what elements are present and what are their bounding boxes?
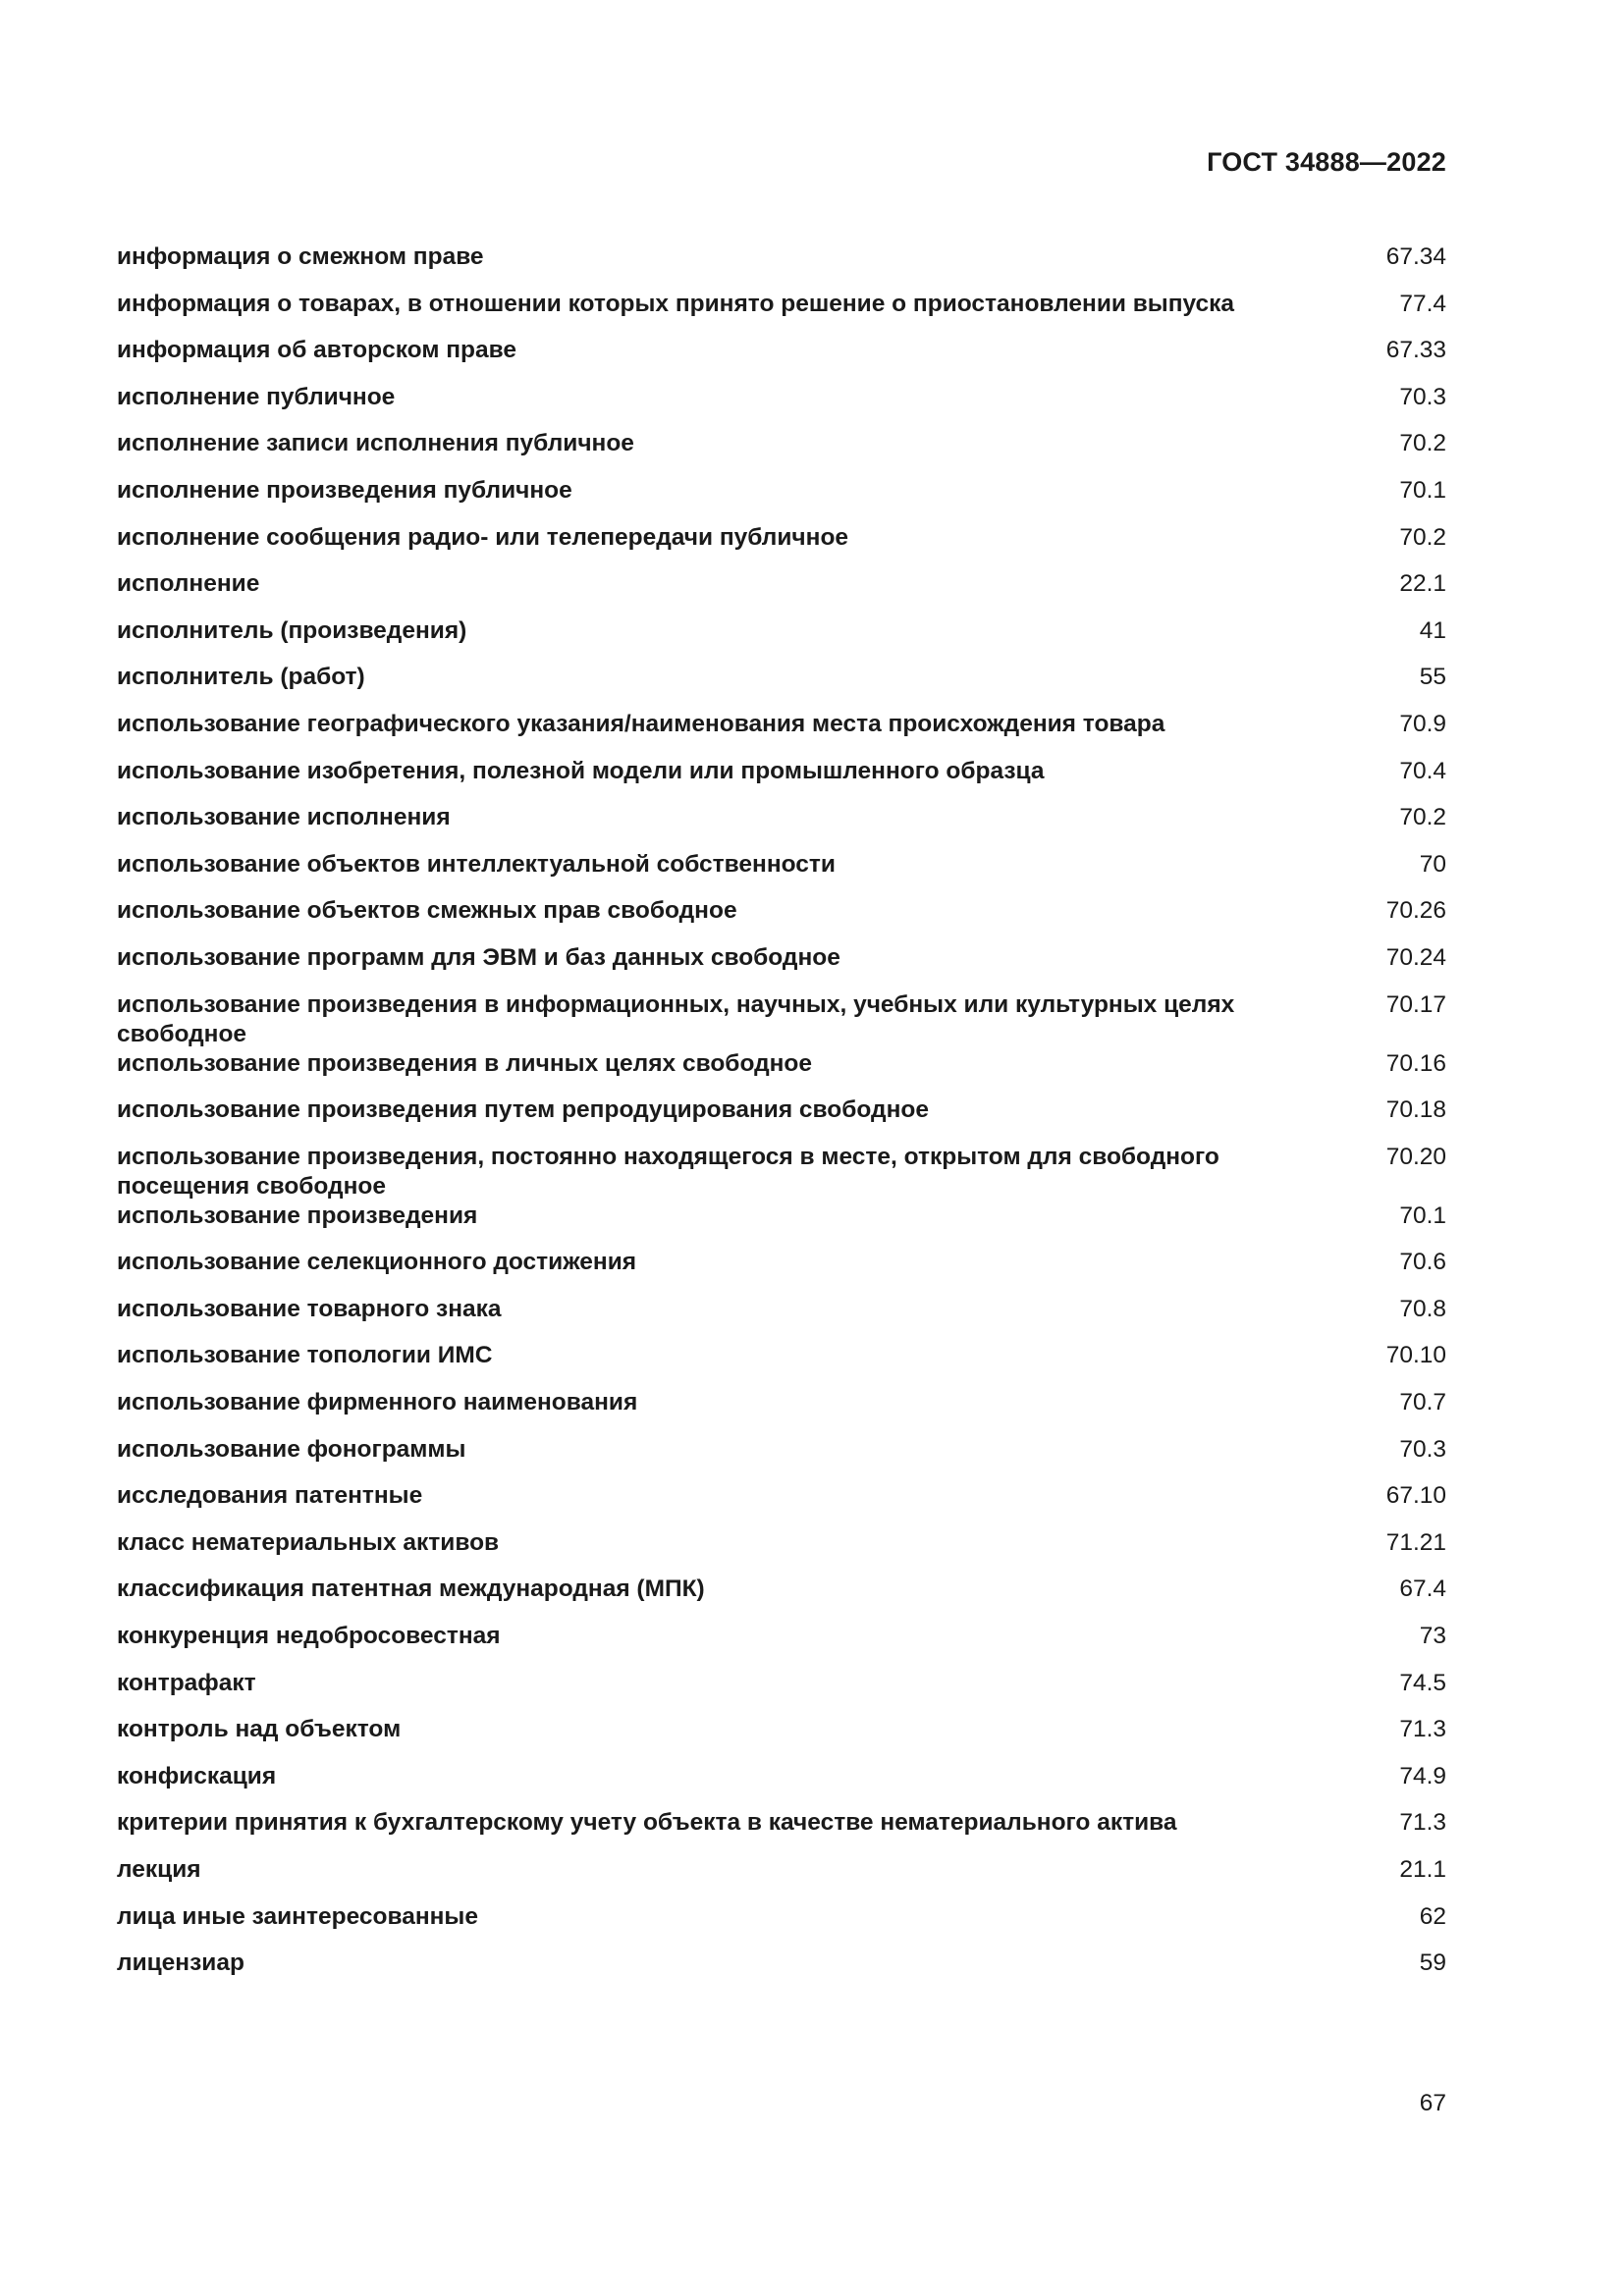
- index-reference-number: 70.3: [1399, 1435, 1446, 1463]
- index-entry: [117, 1622, 1446, 1669]
- index-term: использование изобретения, полезной модели или промышленного образца: [117, 757, 1045, 784]
- index-entry: [117, 943, 1446, 990]
- index-term: использование объектов смежных прав свободное: [117, 897, 737, 925]
- index-reference-number: 74.9: [1399, 1762, 1446, 1789]
- index-entry: [117, 1762, 1446, 1809]
- index-reference-number: 70: [1419, 850, 1446, 878]
- index-entry: [117, 1143, 1446, 1201]
- index-reference-number: 70.6: [1399, 1249, 1446, 1276]
- index-entry: [117, 1528, 1446, 1575]
- index-entry: [117, 1575, 1446, 1622]
- index-entry: [117, 1808, 1446, 1855]
- index-term: использование селекционного достижения: [117, 1249, 637, 1276]
- index-reference-number: 67.34: [1385, 243, 1446, 270]
- index-reference-number: 62: [1419, 1902, 1446, 1930]
- page-number: 67: [1419, 2090, 1446, 2116]
- index-reference-number: 22.1: [1399, 570, 1446, 598]
- index-term: использование географического указания/наименования места происхождения товара: [117, 710, 1165, 737]
- index-term: использование товарного знака: [117, 1295, 502, 1322]
- index-reference-number: 70.2: [1399, 430, 1446, 457]
- index-entry: [117, 803, 1446, 850]
- index-reference-number: 74.5: [1399, 1669, 1446, 1696]
- index-entry: [117, 1341, 1446, 1388]
- index-term: использование произведения путем репродуцирования свободное: [117, 1096, 929, 1124]
- index-entry: [117, 896, 1446, 943]
- index-term: лекция: [117, 1856, 201, 1883]
- index-reference-number: 70.26: [1385, 897, 1446, 925]
- index-entry: [117, 1295, 1446, 1342]
- index-term: использование топологии ИМС: [117, 1342, 493, 1369]
- index-term: использование исполнения: [117, 804, 451, 831]
- index-term: использование произведения: [117, 1201, 478, 1229]
- index-reference-number: 67.10: [1385, 1482, 1446, 1510]
- index-entry: [117, 1248, 1446, 1295]
- index-entry: [117, 1669, 1446, 1716]
- index-reference-number: 71.3: [1399, 1809, 1446, 1837]
- index-term: исполнитель (работ): [117, 664, 365, 691]
- index-reference-number: 71.3: [1399, 1716, 1446, 1743]
- index-reference-number: 70.4: [1399, 757, 1446, 784]
- index-term: использование фонограммы: [117, 1435, 466, 1463]
- index-reference-number: 71.21: [1385, 1528, 1446, 1556]
- index-term: исполнение произведения публичное: [117, 476, 572, 504]
- index-term: информация о товарах, в отношении которых принято решение о приостановлении выпуска: [117, 290, 1235, 317]
- index-entry: [117, 616, 1446, 664]
- index-term: использование фирменного наименования: [117, 1389, 638, 1416]
- index-term: исполнение записи исполнения публичное: [117, 430, 634, 457]
- index-reference-number: 21.1: [1399, 1856, 1446, 1883]
- index-entry: [117, 476, 1446, 523]
- index-term: критерии принятия к бухгалтерскому учету объекта в качестве нематериального актива: [117, 1809, 1177, 1837]
- index-reference-number: 70.18: [1385, 1096, 1446, 1124]
- index-entry: [117, 850, 1446, 897]
- document-header-standard-id: ГОСТ 34888—2022: [1207, 147, 1446, 177]
- index-entry: [117, 1095, 1446, 1143]
- index-reference-number: 70.17: [1385, 990, 1446, 1018]
- index-reference-number: 70.8: [1399, 1295, 1446, 1322]
- index-reference-number: 70.7: [1399, 1389, 1446, 1416]
- index-term: исполнение сообщения радио- или телепередачи публичное: [117, 523, 849, 551]
- index-entry: [117, 1201, 1446, 1249]
- index-reference-number: 59: [1419, 1949, 1446, 1977]
- index-entry: [117, 383, 1446, 430]
- index-reference-number: 70.9: [1399, 710, 1446, 737]
- index-reference-number: 70.3: [1399, 383, 1446, 410]
- index-entry: [117, 1481, 1446, 1528]
- index-entry: [117, 242, 1446, 290]
- index-reference-number: 70.10: [1385, 1342, 1446, 1369]
- index-entry: [117, 523, 1446, 570]
- index-reference-number: 67.4: [1399, 1575, 1446, 1603]
- index-reference-number: 70.20: [1385, 1143, 1446, 1170]
- index-entry: [117, 663, 1446, 710]
- index-term: конфискация: [117, 1762, 277, 1789]
- index-term: использование произведения в информационных, научных, учебных или культурных целях свободное: [117, 990, 1235, 1047]
- alphabetical-index-list: [117, 242, 1446, 1996]
- index-reference-number: 70.16: [1385, 1049, 1446, 1077]
- index-term: классификация патентная международная (МПК): [117, 1575, 705, 1603]
- index-term: конкуренция недобросовестная: [117, 1623, 501, 1650]
- index-entry: [117, 757, 1446, 804]
- index-entry: [117, 990, 1446, 1049]
- index-reference-number: 67.33: [1385, 337, 1446, 364]
- index-term: использование программ для ЭВМ и баз данных свободное: [117, 943, 840, 971]
- index-entry: [117, 336, 1446, 383]
- index-reference-number: 41: [1419, 616, 1446, 644]
- index-reference-number: 70.24: [1385, 943, 1446, 971]
- index-term: использование объектов интеллектуальной собственности: [117, 850, 836, 878]
- index-term: лицензиар: [117, 1949, 244, 1977]
- index-entry: [117, 1902, 1446, 1949]
- index-reference-number: 73: [1419, 1623, 1446, 1650]
- index-term: использование произведения, постоянно находящегося в месте, открытом для свободного посещения свободное: [117, 1143, 1219, 1200]
- index-entry: [117, 1949, 1446, 1996]
- index-entry: [117, 710, 1446, 757]
- index-entry: [117, 569, 1446, 616]
- index-term: исполнение: [117, 570, 260, 598]
- index-reference-number: 55: [1419, 664, 1446, 691]
- index-reference-number: 70.1: [1399, 476, 1446, 504]
- index-entry: [117, 1715, 1446, 1762]
- index-term: контроль над объектом: [117, 1716, 402, 1743]
- index-term: класс нематериальных активов: [117, 1528, 500, 1556]
- index-term: исследования патентные: [117, 1482, 423, 1510]
- index-term: исполнение публичное: [117, 383, 396, 410]
- index-term: информация об авторском праве: [117, 337, 517, 364]
- index-term: информация о смежном праве: [117, 243, 484, 270]
- index-entry: [117, 290, 1446, 337]
- index-entry: [117, 1435, 1446, 1482]
- index-reference-number: 77.4: [1399, 290, 1446, 317]
- index-entry: [117, 1049, 1446, 1096]
- index-term: контрафакт: [117, 1669, 256, 1696]
- index-entry: [117, 429, 1446, 476]
- index-term: использование произведения в личных целях свободное: [117, 1049, 813, 1077]
- index-reference-number: 70.1: [1399, 1201, 1446, 1229]
- index-entry: [117, 1855, 1446, 1902]
- index-reference-number: 70.2: [1399, 804, 1446, 831]
- index-reference-number: 70.2: [1399, 523, 1446, 551]
- index-term: лица иные заинтересованные: [117, 1902, 478, 1930]
- index-entry: [117, 1388, 1446, 1435]
- index-term: исполнитель (произведения): [117, 616, 467, 644]
